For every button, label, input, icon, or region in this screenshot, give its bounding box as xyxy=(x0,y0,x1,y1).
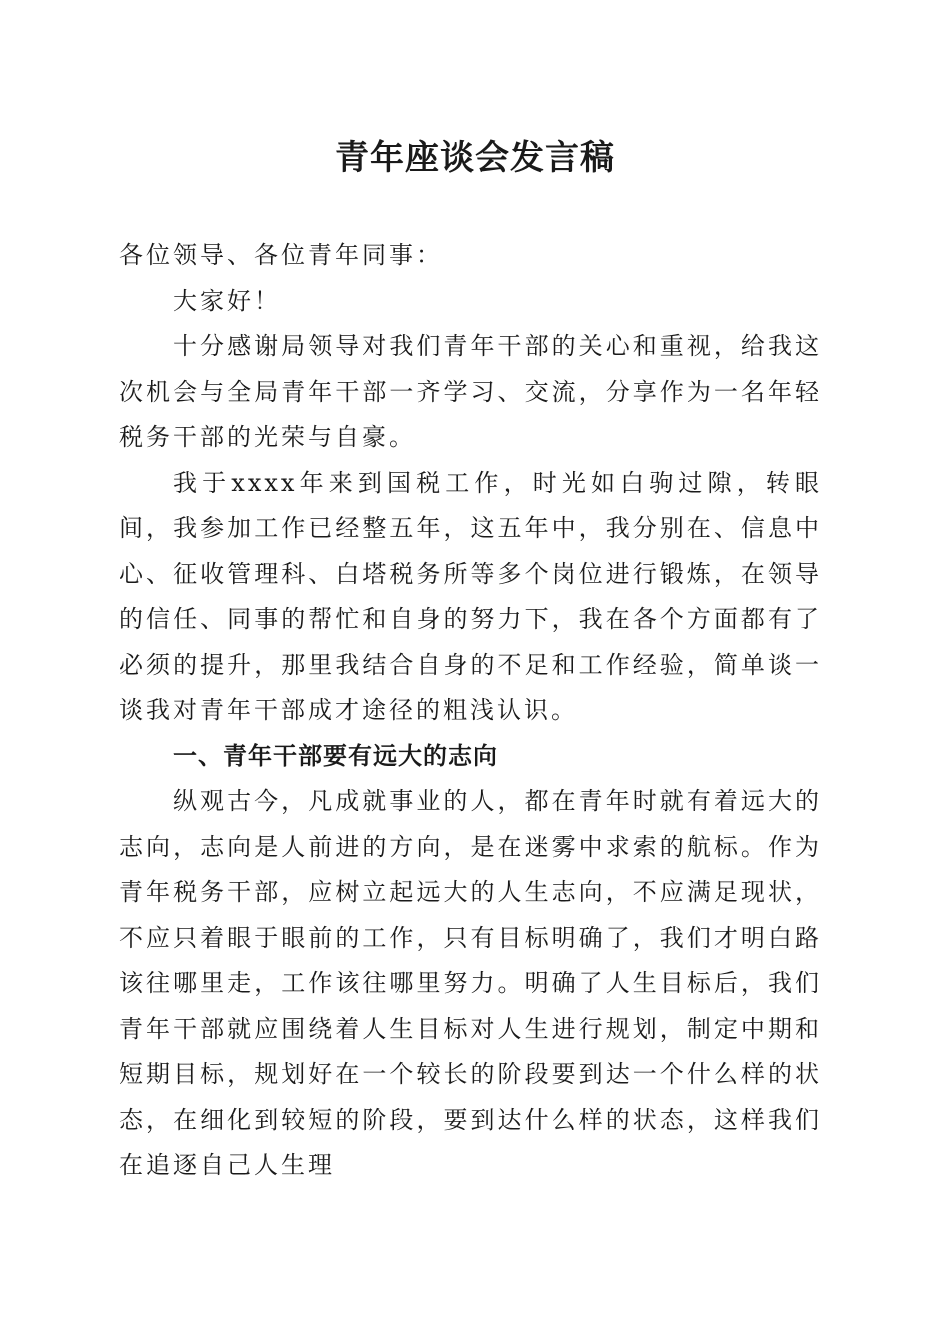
section-heading: 一、青年干部要有远大的志向 xyxy=(173,741,498,770)
document-body xyxy=(119,233,822,1189)
document-title: 青年座谈会发言稿 xyxy=(335,138,615,178)
paragraph-thanks: 十分感谢局领导对我们青年干部的关心和重视，给我这次机会与全局青年干部一齐学习、交流，分享作为一名年轻税务干部的光荣与自豪。 xyxy=(119,332,822,451)
section-paragraph: 纵观古今，凡成就事业的人，都在青年时就有着远大的志向，志向是人前进的方向，是在迷雾中求索的航标。作为青年税务干部，应树立起远大的人生志向，不应满足现状，不应只着眼于眼前的工作，只有目标明确了，我们才明白路该往哪里走，工作该往哪里努力。明确了人生目标后，我们青年干部就应围绕着人生目标对人生进行规划，制定中期和短期目标，规划好在一个较长的阶段要到达一个什么样的状态，在细化到较短的阶段，要到达什么样的状态，这样我们在追逐自己人生理 xyxy=(119,787,822,1179)
paragraph-experience: 我于xxxx年来到国税工作，时光如白驹过隙，转眼间，我参加工作已经整五年，这五年中，我分别在、信息中心、征收管理科、白塔税务所等多个岗位进行锻炼，在领导的信任、同事的帮忙和自身的努力下，我在各个方面都有了必须的提升，那里我结合自身的不足和工作经验，简单谈一谈我对青年干部成才途径的粗浅认识。 xyxy=(119,468,822,724)
salutation: 各位领导、各位青年同事： xyxy=(119,241,443,269)
greeting: 大家好！ xyxy=(173,286,281,315)
